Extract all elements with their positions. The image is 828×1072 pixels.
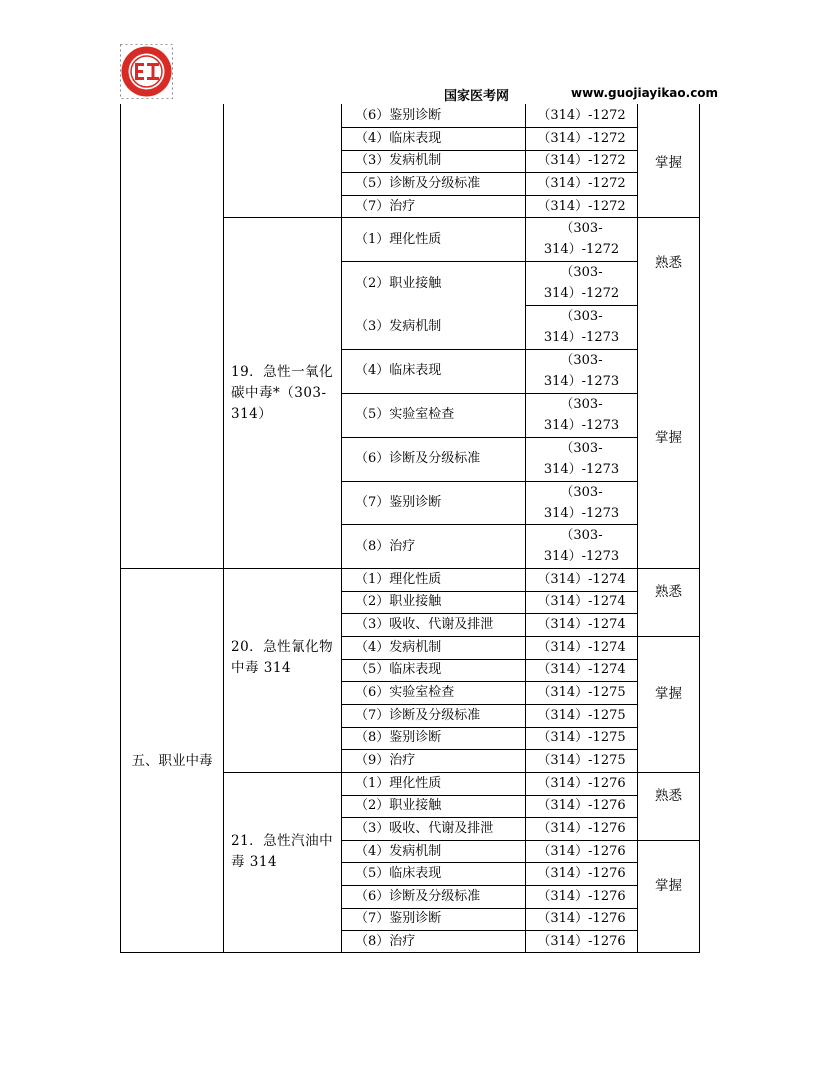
page-cell: （314）-1272 <box>537 131 626 146</box>
item-cell: （6）鉴别诊断 <box>355 108 442 123</box>
header-url[interactable]: www.guojiayikao.com <box>571 86 719 100</box>
item-cell: （4）发病机制 <box>355 844 442 859</box>
item-cell: （8）治疗 <box>355 934 416 949</box>
item-cell: （7）治疗 <box>355 199 416 214</box>
page-cell: （314）-1275 <box>537 685 626 700</box>
page-cell: （314）-1272 <box>537 108 626 123</box>
page-cell: （314）-1276 <box>537 866 626 881</box>
page-cell: （314）-1272 <box>537 176 626 191</box>
page-cell: （314）-1274 <box>537 594 626 609</box>
page-cell: （314）-1276 <box>537 776 626 791</box>
item-cell: （4）临床表现 <box>355 363 442 378</box>
page-cell: （314）-1276 <box>537 889 626 904</box>
page-cell: （314）-1274 <box>537 640 626 655</box>
item-cell: （2）职业接触 <box>355 594 442 609</box>
page-cell: （314）-1272 <box>537 199 626 214</box>
page-cell: （314）-1275 <box>537 708 626 723</box>
page-cell: （314）-1276 <box>537 934 626 949</box>
item-cell: （3）发病机制 <box>355 153 442 168</box>
item-cell: （3）发病机制 <box>355 319 442 334</box>
item-cell: （1）理化性质 <box>355 776 442 791</box>
page-cell: （314）-1274 <box>537 617 626 632</box>
item-cell: （9）治疗 <box>355 753 416 768</box>
section-title: 21．急性汽油中毒 314 <box>231 833 334 870</box>
item-cell: （5）临床表现 <box>355 662 442 677</box>
page-cell: （303-314）-1272 <box>543 221 620 257</box>
level-label: 熟悉 <box>655 788 682 804</box>
page-cell: （314）-1276 <box>537 821 626 836</box>
page-cell: （314）-1274 <box>537 572 626 587</box>
item-cell: （1）理化性质 <box>355 232 442 247</box>
chapter-label: 五、职业中毒 <box>131 753 213 769</box>
item-cell: （5）临床表现 <box>355 866 442 881</box>
page-cell: （303-314）-1273 <box>543 353 620 389</box>
section-title: 20．急性氰化物中毒 314 <box>231 639 334 676</box>
header-site-name: 国家医考网 <box>444 89 510 104</box>
page-cell: （314）-1275 <box>537 730 626 745</box>
item-cell: （7）鉴别诊断 <box>355 495 442 510</box>
item-cell: （7）鉴别诊断 <box>355 911 442 926</box>
item-cell: （4）临床表现 <box>355 131 442 146</box>
page-cell: （314）-1276 <box>537 911 626 926</box>
item-cell: （1）理化性质 <box>355 572 442 587</box>
item-cell: （2）职业接触 <box>355 798 442 813</box>
page-cell: （314）-1275 <box>537 753 626 768</box>
level-label: 熟悉 <box>655 255 682 271</box>
item-cell: （8）治疗 <box>355 539 416 554</box>
level-label: 掌握 <box>655 430 682 446</box>
item-cell: （3）吸收、代谢及排泄 <box>355 821 494 836</box>
level-label: 熟悉 <box>655 584 682 600</box>
item-cell: （6）诊断及分级标准 <box>355 451 481 466</box>
page-cell: （303-314）-1273 <box>543 309 620 345</box>
item-cell: （6）实验室检查 <box>355 685 455 700</box>
item-cell: （2）职业接触 <box>355 276 442 291</box>
page-cell: （303-314）-1273 <box>543 397 620 433</box>
item-cell: （4）发病机制 <box>355 640 442 655</box>
item-cell: （5）实验室检查 <box>355 407 455 422</box>
section-title: 19．急性一氧化碳中毒*（303-314） <box>231 364 334 422</box>
page-cell: （314）-1272 <box>537 153 626 168</box>
page-cell: （314）-1276 <box>537 798 626 813</box>
item-cell: （6）诊断及分级标准 <box>355 889 481 904</box>
page-cell: （303-314）-1273 <box>543 528 620 564</box>
item-cell: （8）鉴别诊断 <box>355 730 442 745</box>
item-cell: （5）诊断及分级标准 <box>355 176 481 191</box>
level-label: 掌握 <box>655 686 682 702</box>
item-cell: （3）吸收、代谢及排泄 <box>355 617 494 632</box>
page-cell: （303-314）-1273 <box>543 485 620 521</box>
level-label: 掌握 <box>655 878 682 894</box>
page-cell: （303-314）-1273 <box>543 441 620 477</box>
page-cell: （314）-1274 <box>537 662 626 677</box>
page-cell: （314）-1276 <box>537 844 626 859</box>
page-cell: （303-314）-1272 <box>543 265 620 301</box>
level-label: 掌握 <box>655 155 682 171</box>
item-cell: （7）诊断及分级标准 <box>355 708 481 723</box>
